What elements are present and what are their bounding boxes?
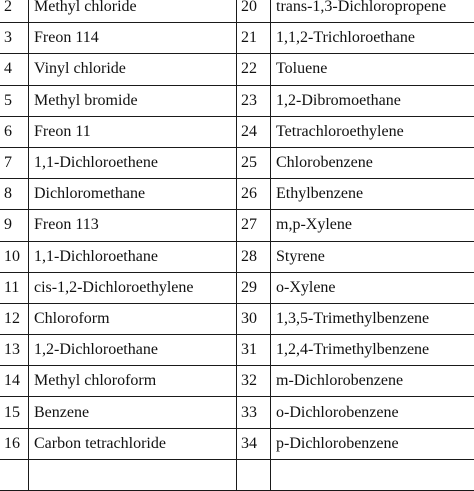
compound-name-cell: 1,2-Dichloroethane — [29, 335, 237, 366]
compound-name-cell: Benzene — [29, 397, 237, 428]
compound-name-cell: 1,1-Dichloroethene — [29, 147, 237, 178]
table-row — [0, 397, 474, 428]
compound-number-cell: 16 — [0, 428, 29, 459]
compound-name-cell: trans-1,3-Dichloropropene — [271, 0, 474, 23]
compound-name-cell — [271, 459, 474, 490]
compound-name-cell: 1,2-Dibromoethane — [271, 85, 474, 116]
compound-name-cell: Toluene — [271, 54, 474, 85]
table-row — [0, 147, 474, 178]
compound-number-cell — [237, 459, 271, 490]
table-row — [0, 272, 474, 303]
compound-name-cell: Tetrachloroethylene — [271, 116, 474, 147]
compound-name-cell: Methyl chloroform — [29, 366, 237, 397]
compound-number-cell: 27 — [237, 210, 271, 241]
table-row — [0, 303, 474, 334]
compound-number-cell: 13 — [0, 335, 29, 366]
compound-number-cell: 23 — [237, 85, 271, 116]
table-row — [0, 210, 474, 241]
table-row — [0, 366, 474, 397]
compound-number-cell: 30 — [237, 303, 271, 334]
compound-name-cell: Methyl chloride — [29, 0, 237, 23]
compound-number-cell: 8 — [0, 179, 29, 210]
compound-number-cell: 29 — [237, 272, 271, 303]
compound-number-cell: 10 — [0, 241, 29, 272]
compound-number-cell: 24 — [237, 116, 271, 147]
compound-number-cell: 4 — [0, 54, 29, 85]
compound-name-cell: Freon 11 — [29, 116, 237, 147]
compound-name-cell: 1,3,5-Trimethylbenzene — [271, 303, 474, 334]
compound-number-cell: 3 — [0, 23, 29, 54]
compound-name-cell: 1,1,2-Trichloroethane — [271, 23, 474, 54]
compound-name-cell: m,p-Xylene — [271, 210, 474, 241]
table-row — [0, 179, 474, 210]
compound-number-cell: 28 — [237, 241, 271, 272]
compound-number-cell: 31 — [237, 335, 271, 366]
compound-name-cell: 1,2,4-Trimethylbenzene — [271, 335, 474, 366]
compound-number-cell: 7 — [0, 147, 29, 178]
compound-number-cell: 26 — [237, 179, 271, 210]
compound-number-cell: 22 — [237, 54, 271, 85]
compound-number-cell: 5 — [0, 85, 29, 116]
compound-name-cell: m-Dichlorobenzene — [271, 366, 474, 397]
compound-number-cell: 14 — [0, 366, 29, 397]
table-row — [0, 23, 474, 54]
compound-number-cell: 11 — [0, 272, 29, 303]
compound-number-cell: 6 — [0, 116, 29, 147]
compound-name-cell: Chlorobenzene — [271, 147, 474, 178]
compound-name-cell: Dichloromethane — [29, 179, 237, 210]
compound-number-cell: 9 — [0, 210, 29, 241]
table-row — [0, 335, 474, 366]
compound-name-cell: Ethylbenzene — [271, 179, 474, 210]
compound-name-cell: Freon 114 — [29, 23, 237, 54]
table-row — [0, 428, 474, 459]
compound-number-cell — [0, 459, 29, 490]
compound-name-cell: Methyl bromide — [29, 85, 237, 116]
table-row — [0, 0, 474, 23]
compound-name-cell: p-Dichlorobenzene — [271, 428, 474, 459]
compound-number-cell: 32 — [237, 366, 271, 397]
table-row — [0, 241, 474, 272]
table-row — [0, 85, 474, 116]
compound-number-cell: 21 — [237, 23, 271, 54]
compound-name-cell: Styrene — [271, 241, 474, 272]
table-row — [0, 54, 474, 85]
compound-name-cell — [29, 459, 237, 490]
table-row — [0, 459, 474, 490]
compound-name-cell: Freon 113 — [29, 210, 237, 241]
compound-name-cell: Chloroform — [29, 303, 237, 334]
compound-number-cell: 12 — [0, 303, 29, 334]
compound-name-cell: o-Xylene — [271, 272, 474, 303]
compound-name-cell: cis-1,2-Dichloroethylene — [29, 272, 237, 303]
compound-number-cell: 15 — [0, 397, 29, 428]
compound-number-cell: 25 — [237, 147, 271, 178]
compound-name-cell: Vinyl chloride — [29, 54, 237, 85]
compound-name-cell: o-Dichlorobenzene — [271, 397, 474, 428]
compound-number-cell: 2 — [0, 0, 29, 23]
table-row — [0, 116, 474, 147]
compound-name-cell: Carbon tetrachloride — [29, 428, 237, 459]
compound-name-cell: 1,1-Dichloroethane — [29, 241, 237, 272]
compound-number-cell: 33 — [237, 397, 271, 428]
compound-number-cell: 20 — [237, 0, 271, 23]
compound-number-cell: 34 — [237, 428, 271, 459]
